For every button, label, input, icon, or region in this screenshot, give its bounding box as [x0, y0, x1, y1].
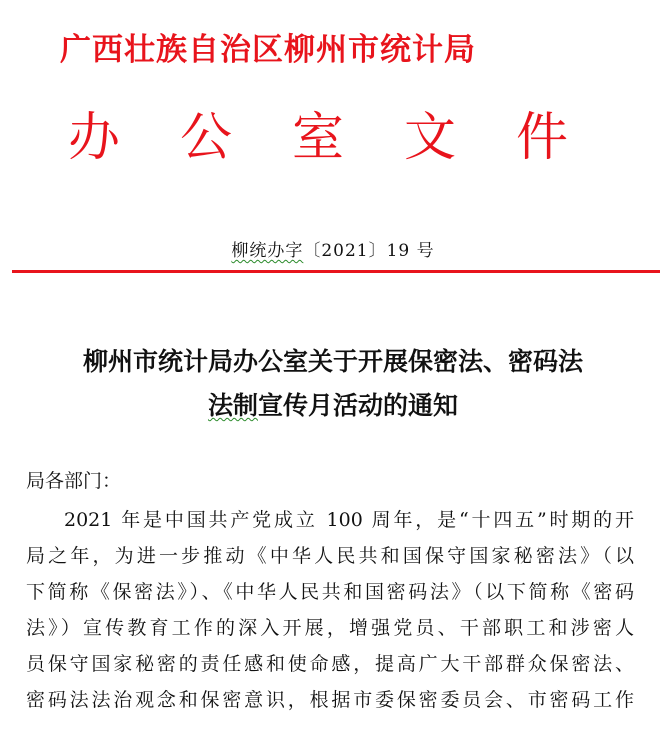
- body-line: 局之年，为进一步推动《中华人民共和国保守国家秘密法》（以: [26, 545, 634, 567]
- body-line: 员保守国家秘密的责任感和使命感，提高广大干部群众保密法、: [26, 653, 634, 675]
- title-underlined-word: 法制: [207, 391, 258, 420]
- body-line: 下简称《保密法》）、《中华人民共和国密码法》（以下简称《密码: [26, 581, 634, 603]
- title-line-2-rest: 宣传月活动的通知: [258, 391, 459, 420]
- salutation: 局各部门：: [26, 470, 122, 492]
- body-line: 2021 年是中国共产党成立 100 周年，是“十四五”时期的开: [64, 509, 634, 531]
- title-line-1: 柳州市统计局办公室关于开展保密法、密码法: [82, 347, 583, 376]
- office-document-heading: [68, 108, 568, 168]
- title-line-2: [0, 384, 666, 428]
- office-char: 件: [515, 108, 568, 168]
- document-title: [0, 340, 666, 428]
- red-separator-line: [12, 270, 660, 273]
- office-char: 文: [403, 108, 456, 168]
- body-line: 法》）宣传教育工作的深入开展，增强党员、干部职工和涉密人: [26, 617, 634, 639]
- body-line: 密码法法治观念和保密意识，根据市委保密委员会、市密码工作: [26, 689, 634, 711]
- doc-number-prefix: 柳统办字: [231, 241, 304, 261]
- office-char: 办: [68, 108, 121, 168]
- office-char: 公: [179, 108, 232, 168]
- issuing-organization: 广西壮族自治区柳州市统计局: [60, 32, 476, 68]
- document-number: [0, 236, 666, 261]
- doc-number-rest: 〔2021〕19 号: [303, 241, 435, 261]
- body-paragraph: [26, 502, 634, 718]
- office-char: 室: [291, 108, 344, 168]
